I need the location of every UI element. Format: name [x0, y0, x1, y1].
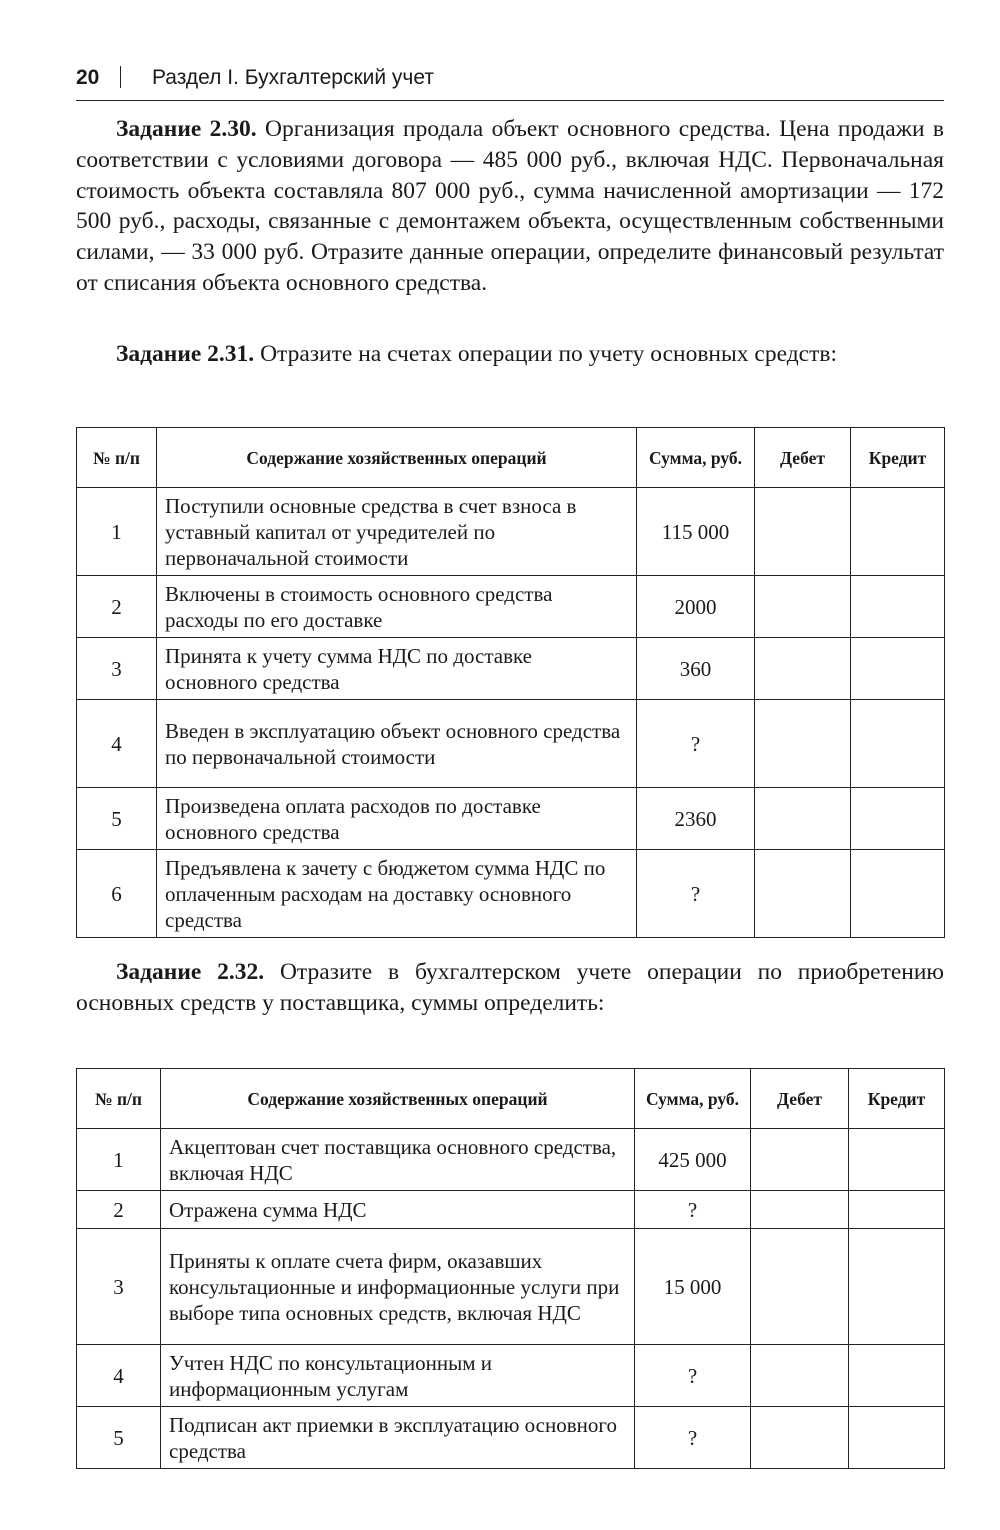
col-header-desc: Содержание хозяйственных операций [161, 1069, 635, 1129]
row-desc: Акцептован счет поставщика основного средства, включая НДС [161, 1129, 635, 1191]
task-2-32-paragraph [76, 957, 944, 1019]
row-credit [851, 700, 945, 788]
col-header-debit: Дебет [755, 428, 851, 488]
row-num: 4 [77, 700, 157, 788]
task-2-31-paragraph [76, 339, 944, 370]
task-2-32-label: Задание 2.32. [116, 959, 265, 985]
row-debit [751, 1345, 849, 1407]
table-row [77, 788, 945, 850]
table-row [77, 1229, 945, 1345]
row-credit [851, 638, 945, 700]
page-number: 20 [76, 66, 100, 89]
table-row [77, 1407, 945, 1469]
row-num: 2 [77, 576, 157, 638]
row-credit [851, 788, 945, 850]
row-amount: ? [635, 1407, 751, 1469]
row-num: 2 [77, 1191, 161, 1229]
table-row [77, 576, 945, 638]
row-amount: 15 000 [635, 1229, 751, 1345]
col-header-num: № п/п [77, 428, 157, 488]
table-row [77, 638, 945, 700]
row-desc: Принята к учету сумма НДС по доставке основного средства [157, 638, 637, 700]
row-debit [751, 1191, 849, 1229]
row-desc: Предъявлена к зачету с бюджетом сумма НДС по оплаченным расходам на доставку основного средства [157, 850, 637, 938]
row-num: 3 [77, 1229, 161, 1345]
row-desc: Введен в эксплуатацию объект основного средства по первоначальной стоимости [157, 700, 637, 788]
table-row [77, 488, 945, 576]
col-header-amount: Сумма, руб. [637, 428, 755, 488]
row-num: 1 [77, 1129, 161, 1191]
row-amount: ? [635, 1191, 751, 1229]
row-credit [849, 1229, 945, 1345]
page-header [76, 62, 944, 101]
row-num: 5 [77, 788, 157, 850]
task-2-31-label: Задание 2.31. [116, 341, 255, 367]
row-debit [755, 576, 851, 638]
row-amount: ? [637, 700, 755, 788]
row-credit [849, 1407, 945, 1469]
row-desc: Отражена сумма НДС [161, 1191, 635, 1229]
row-debit [755, 788, 851, 850]
task-2-32-table [76, 1068, 945, 1469]
row-amount: 2000 [637, 576, 755, 638]
task-2-30-paragraph [76, 114, 944, 299]
table-row [77, 1129, 945, 1191]
row-desc: Поступили основные средства в счет взноса в уставный капитал от учредителей по первоначальной стоимости [157, 488, 637, 576]
row-amount: ? [637, 850, 755, 938]
task-2-32-text: Отразите в бухгалтерском учете операции по приобретению основных средств у поставщика, суммы определить: [76, 959, 944, 1016]
row-num: 6 [77, 850, 157, 938]
task-2-30-label: Задание 2.30. [116, 116, 257, 142]
col-header-num: № п/п [77, 1069, 161, 1129]
row-amount: 425 000 [635, 1129, 751, 1191]
row-desc: Произведена оплата расходов по доставке основного средства [157, 788, 637, 850]
row-amount: 360 [637, 638, 755, 700]
row-debit [755, 700, 851, 788]
table-header-row [77, 1069, 945, 1129]
row-debit [755, 488, 851, 576]
task-2-30-text: Организация продала объект основного средства. Цена продажи в соответствии с условиями договора — 485 000 руб., включая НДС. Первоначальная стоимость объекта составляла 807 000 руб., сумма начисленной амортизации — 172 500 руб., расходы, связанные с демонтажем объекта, осуществленным собственными силами, — 33 000 руб. Отразите данные операции, определите финансовый результат от списания объекта основного средства. [76, 116, 944, 296]
col-header-credit: Кредит [851, 428, 945, 488]
row-credit [851, 488, 945, 576]
task-2-31-table [76, 427, 945, 938]
col-header-credit: Кредит [849, 1069, 945, 1129]
table-header-row [77, 428, 945, 488]
table-row [77, 850, 945, 938]
row-num: 1 [77, 488, 157, 576]
row-debit [751, 1407, 849, 1469]
row-num: 5 [77, 1407, 161, 1469]
row-debit [755, 850, 851, 938]
table-row [77, 700, 945, 788]
row-num: 3 [77, 638, 157, 700]
task-2-31-text: Отразите на счетах операции по учету основных средств: [254, 341, 837, 367]
row-credit [849, 1129, 945, 1191]
row-debit [751, 1129, 849, 1191]
row-num: 4 [77, 1345, 161, 1407]
row-desc: Приняты к оплате счета фирм, оказавших консультационные и информационные услуги при выборе типа основных средств, включая НДС [161, 1229, 635, 1345]
row-credit [851, 576, 945, 638]
row-desc: Подписан акт приемки в эксплуатацию основного средства [161, 1407, 635, 1469]
row-amount: 2360 [637, 788, 755, 850]
col-header-debit: Дебет [751, 1069, 849, 1129]
row-debit [755, 638, 851, 700]
col-header-amount: Сумма, руб. [635, 1069, 751, 1129]
row-desc: Включены в стоимость основного средства расходы по его доставке [157, 576, 637, 638]
row-amount: ? [635, 1345, 751, 1407]
row-credit [849, 1345, 945, 1407]
row-credit [851, 850, 945, 938]
row-amount: 115 000 [637, 488, 755, 576]
row-credit [849, 1191, 945, 1229]
section-title: Раздел I. Бухгалтерский учет [152, 66, 434, 89]
row-desc: Учтен НДС по консультационным и информационным услугам [161, 1345, 635, 1407]
header-separator [120, 66, 121, 88]
table-row [77, 1345, 945, 1407]
table-row [77, 1191, 945, 1229]
row-debit [751, 1229, 849, 1345]
col-header-desc: Содержание хозяйственных операций [157, 428, 637, 488]
